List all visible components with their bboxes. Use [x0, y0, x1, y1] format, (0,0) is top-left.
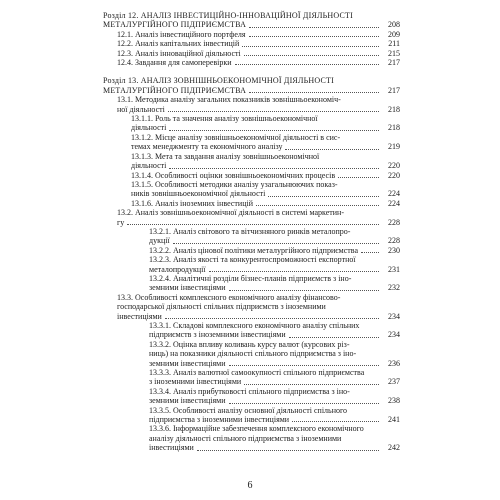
- toc-entry-text: підприємства з іноземними інвестиціями: [149, 415, 290, 425]
- toc-page-number: 238: [388, 396, 400, 406]
- toc-entry: [103, 152, 400, 171]
- toc-entry-text: 13.3. Особливості комплексного економічного аналізу фінансово-: [117, 292, 341, 302]
- toc-page-number: 220: [388, 170, 400, 180]
- toc-entry-text: 13.3.5. Особливості аналізу основної діяльності спільного: [149, 405, 348, 415]
- toc-entry: [103, 180, 400, 199]
- toc-page-number: 217: [388, 58, 400, 68]
- toc-entry-text: МЕТАЛУРГІЙНОГО ПІДПРИЄМСТВА: [103, 20, 247, 30]
- toc-entry-text: ників зовнішньоекономічної діяльності: [131, 189, 266, 199]
- toc-entry-text: 13.3.1. Складові комплексного економічного аналізу спільних: [149, 321, 360, 330]
- toc-entry-text: 13.1.6. Аналіз іноземних інвестицій: [131, 198, 253, 208]
- toc-entry-leader-line: [131, 199, 382, 208]
- dot-leader: [173, 243, 379, 244]
- toc-entry-leader-line: [149, 265, 382, 274]
- toc-entry-text: 13.2.1. Аналіз світового та вітчизняного ринків металопро-: [149, 226, 351, 236]
- toc-entry-text: 13.1.2. Місце аналізу зовнішньоекономічної діяльності в сис-: [131, 132, 341, 142]
- toc-entry: [103, 227, 400, 246]
- toc-entry: [103, 114, 400, 133]
- toc-entry-leader-line: [131, 123, 382, 132]
- dot-leader: [256, 205, 379, 206]
- toc-entry-text: 13.3.3. Аналіз валютної самоокупності спільного підприємства: [149, 368, 365, 378]
- toc-entry-text: ниць) на показники діяльності спільного підприємства з іно-: [149, 349, 357, 359]
- toc-entry-leader-line: [103, 20, 382, 29]
- toc-entry: [103, 255, 400, 274]
- toc-entry-text: земними інвестиціями: [149, 358, 226, 368]
- dot-leader: [244, 384, 379, 385]
- toc-page-number: 224: [388, 198, 400, 208]
- toc-page-number: 237: [388, 377, 400, 387]
- toc-entry-leader-line: [131, 142, 382, 151]
- toc-entry-text: темах менеджменту та економічного аналізу: [131, 142, 283, 152]
- toc-entry-leader-line: [131, 189, 382, 198]
- toc-entry-leader-line: [117, 312, 382, 321]
- toc-page-number: 241: [388, 415, 400, 425]
- toc-entry-text: гу: [117, 217, 125, 227]
- toc-chapter-entry: [103, 11, 400, 30]
- dot-leader: [242, 46, 379, 47]
- toc-entry-leader-line: [149, 283, 382, 292]
- toc-entry: [103, 406, 400, 425]
- toc-entry: [103, 387, 400, 406]
- toc-page-number: 232: [388, 283, 400, 293]
- toc-page-number: 218: [388, 104, 400, 114]
- toc-page-number: 211: [388, 39, 400, 49]
- dot-leader: [169, 168, 379, 169]
- toc-entry-text: 13.2. Аналіз зовнішньоекономічної діяльності в системі маркетин-: [117, 208, 344, 218]
- toc-entry: [103, 208, 400, 227]
- toc-entry-leader-line: [149, 415, 382, 424]
- toc-page-number: 218: [388, 123, 400, 133]
- dot-leader: [168, 111, 379, 112]
- toc-page-number: 234: [388, 330, 400, 340]
- toc-page-number: 228: [388, 236, 400, 246]
- toc-entry-text: 12.2. Аналіз капітальних інвестицій: [117, 39, 240, 49]
- toc-page-number: 242: [388, 443, 400, 453]
- toc-entry-leader-line: [149, 359, 382, 368]
- dot-leader: [229, 365, 379, 366]
- toc-entry-text: 13.1.4. Особливості оцінки зовнішньоекономічних процесів: [131, 170, 336, 180]
- dot-leader: [292, 421, 379, 422]
- dot-leader: [268, 196, 379, 197]
- toc-page-number: 224: [388, 189, 400, 199]
- toc-entry-text: 13.3.4. Аналіз прибутковості спільного підприємства з іно-: [149, 386, 350, 396]
- toc-entry-text: МЕТАЛУРГІЙНОГО ПІДПРИЄМСТВА: [103, 85, 247, 95]
- toc-entry-text: земними інвестиціями: [149, 396, 226, 406]
- dot-leader: [229, 290, 379, 291]
- toc-entry-leader-line: [149, 246, 382, 255]
- toc-entry: [103, 368, 400, 387]
- toc-entry-leader-line: [117, 39, 382, 48]
- toc-entry-text: 12.1. Аналіз інвестиційного портфеля: [117, 29, 246, 39]
- toc-entry: [103, 30, 400, 39]
- toc-entry-text: 13.2.3. Аналіз якості та конкурентоспроможності експортної: [149, 255, 356, 265]
- toc-entry-text: з іноземними інвестиціями: [149, 377, 242, 387]
- dot-leader: [169, 130, 379, 131]
- toc-entry-text: підприємств з іноземними інвестиціями: [149, 330, 286, 340]
- toc-entry-text: інвестиціями: [117, 311, 162, 321]
- toc-page-number: 231: [388, 264, 400, 274]
- toc-entry-text: Розділ 13. АНАЛІЗ ЗОВНІШНЬОЕКОНОМІЧНОЇ ДІЯЛЬНОСТІ: [103, 76, 334, 86]
- toc-entry-leader-line: [131, 171, 382, 180]
- toc-entry: [103, 199, 400, 208]
- toc-entry: [103, 39, 400, 48]
- toc-entry-leader-line: [117, 49, 382, 58]
- toc-entry-text: діяльності: [131, 161, 167, 171]
- toc-entry-leader-line: [117, 218, 382, 227]
- toc-entry-text: аналізу діяльності спільного підприємства з іноземними: [149, 433, 342, 443]
- toc-page-number: 219: [388, 142, 400, 152]
- toc-entry-text: Розділ 12. АНАЛІЗ ІНВЕСТИЦІЙНО-ІННОВАЦІЙНОЇ ДІЯЛЬНОСТІ: [103, 11, 353, 20]
- toc-entry: [103, 171, 400, 180]
- dot-leader: [197, 450, 379, 451]
- toc-entry-leader-line: [103, 86, 382, 95]
- toc-entry-text: 13.3.6. Інформаційне забезпечення комплексного економічного: [149, 424, 364, 434]
- toc-entry-leader-line: [149, 236, 382, 245]
- toc-page-number: 220: [388, 161, 400, 171]
- toc-entry-text: 13.1.1. Роль та значення аналізу зовнішньоекономічної: [131, 114, 318, 124]
- toc-entry: [103, 58, 400, 67]
- toc-page-number: 228: [388, 217, 400, 227]
- toc-entry: [103, 246, 400, 255]
- toc-entry-leader-line: [149, 396, 382, 405]
- toc-entry-text: металопродукції: [149, 264, 206, 274]
- dot-leader: [209, 271, 379, 272]
- toc-entry-text: 13.1. Методика аналізу загальних показників зовнішньоекономіч-: [117, 95, 341, 105]
- toc-entry-text: ної діяльності: [117, 104, 165, 114]
- toc-entry: [103, 293, 400, 321]
- toc-entry: [103, 95, 400, 114]
- toc-entry-text: земними інвестиціями: [149, 283, 226, 293]
- toc-entry: [103, 133, 400, 152]
- toc-page-number: 215: [388, 48, 400, 58]
- dot-leader: [338, 177, 379, 178]
- toc-entry: [103, 321, 400, 340]
- toc-entry-text: 12.3. Аналіз інноваційної діяльності: [117, 48, 241, 58]
- toc-entry-text: 12.4. Завдання для самоперевірки: [117, 58, 232, 68]
- dot-leader: [285, 149, 379, 150]
- toc-entry-text: 13.2.4. Аналітичні розділи бізнес-планів підприємств з іно-: [149, 273, 352, 283]
- toc-page-number: 208: [388, 20, 400, 30]
- toc-entry: [103, 49, 400, 58]
- toc-entry-text: діяльності: [131, 123, 167, 133]
- table-of-contents: [103, 11, 400, 453]
- dot-leader: [235, 64, 379, 65]
- dot-leader: [229, 403, 379, 404]
- dot-leader: [249, 27, 379, 28]
- toc-entry-leader-line: [131, 161, 382, 170]
- toc-entry-leader-line: [149, 330, 382, 339]
- dot-leader: [244, 55, 379, 56]
- toc-page-number: 230: [388, 245, 400, 255]
- toc-entry-text: дукції: [149, 236, 170, 246]
- toc-entry-text: 13.1.3. Мета та завдання аналізу зовнішньоекономічної: [131, 151, 320, 161]
- toc-page-number: 217: [388, 85, 400, 95]
- toc-entry: [103, 424, 400, 452]
- toc-entry: [103, 274, 400, 293]
- toc-entry-leader-line: [117, 58, 382, 67]
- dot-leader: [289, 337, 379, 338]
- toc-page-number: 236: [388, 358, 400, 368]
- page-number: 6: [247, 480, 253, 491]
- toc-entry-text: 13.1.5. Особливості методики аналізу узагальнюючих показ-: [131, 179, 338, 189]
- toc-chapter-entry: [103, 76, 400, 95]
- toc-entry-leader-line: [117, 105, 382, 114]
- dot-leader: [165, 318, 379, 319]
- toc-entry-leader-line: [149, 443, 382, 452]
- toc-entry-text: 13.3.2. Оцінка впливу коливань курсу валют (курсових різ-: [149, 339, 350, 349]
- toc-entry-text: 13.2.2. Аналіз цінової політики металургійного підприємства: [149, 245, 358, 255]
- toc-page-number: 209: [388, 29, 400, 39]
- toc-page-number: 234: [388, 311, 400, 321]
- toc-entry-leader-line: [149, 377, 382, 386]
- toc-entry-leader-line: [117, 30, 382, 39]
- dot-leader: [249, 92, 379, 93]
- dot-leader: [127, 224, 379, 225]
- dot-leader: [249, 36, 379, 37]
- toc-entry-text: господарської діяльності спільних підприємств з іноземними: [117, 302, 326, 312]
- dot-leader: [361, 252, 379, 253]
- toc-entry: [103, 340, 400, 368]
- toc-entry-text: інвестиціями: [149, 443, 194, 453]
